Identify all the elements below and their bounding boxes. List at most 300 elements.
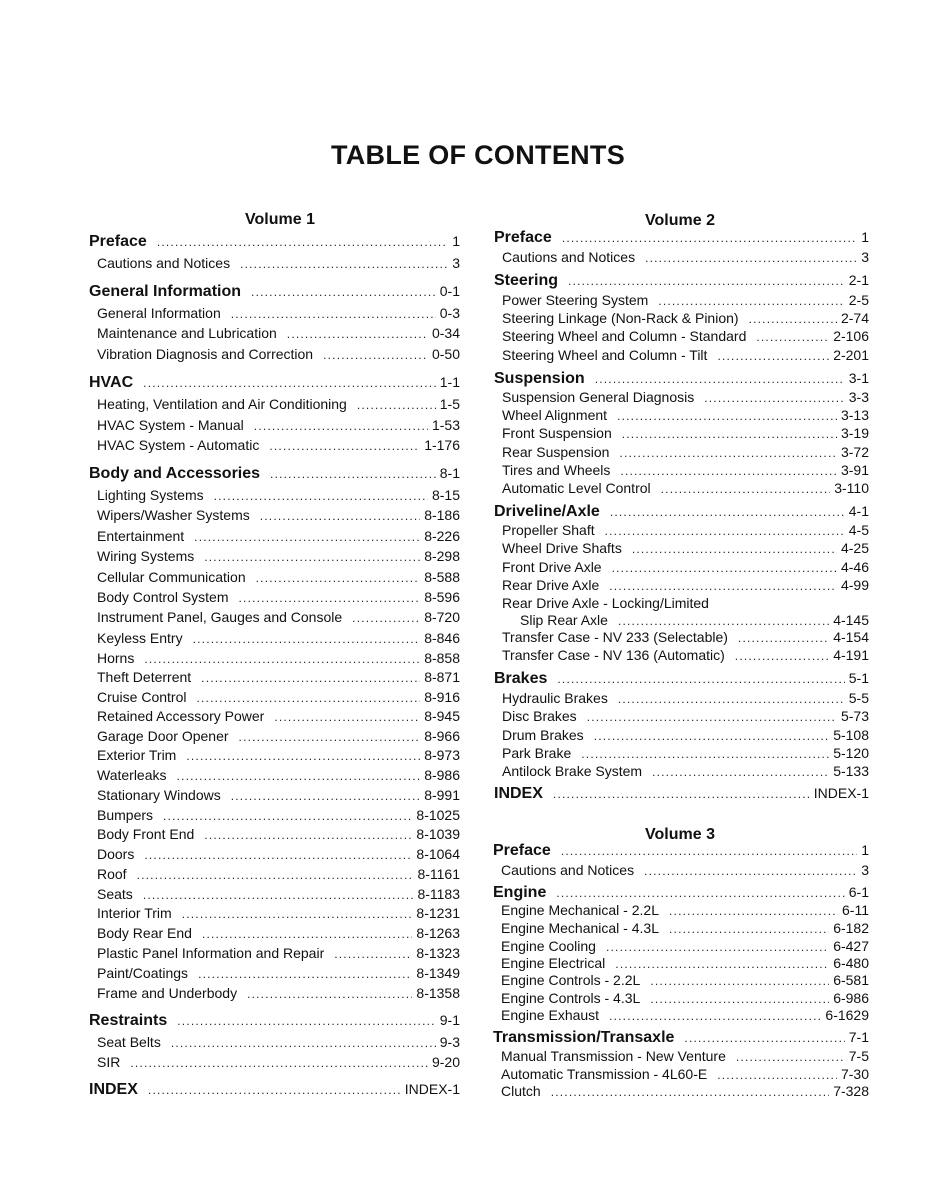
toc-label: Vibration Diagnosis and Correction [97,346,314,362]
toc-entry-general-information [97,304,460,322]
toc-label: Body Rear End [97,925,192,941]
dot-leader [352,609,420,627]
toc-label: Automatic Level Control [502,480,651,496]
volume-1-heading: Volume 1 [245,211,315,228]
toc-entry-horns [97,649,460,667]
toc-label: Cautions and Notices [97,255,231,271]
dot-leader [193,630,421,648]
toc-page-number: 3 [861,249,869,265]
toc-label: Propeller Shaft [502,522,595,538]
toc-entry-engine-mechanical-4-3l [501,919,869,937]
toc-entry-engine-mechanical-2-2l [501,901,869,919]
toc-label: SIR [97,1054,121,1070]
toc-page-number: 1-176 [424,437,460,453]
toc-entry-engine-electrical [501,954,869,972]
toc-page-number: 0-3 [439,305,460,321]
dot-leader [143,372,436,394]
toc-label: Steering Linkage (Non-Rack & Pinion) [502,310,739,326]
toc-entry-body-rear-end [97,924,460,942]
toc-page-number: 8-1161 [417,866,460,882]
dot-leader [669,902,838,920]
dot-leader [240,255,448,273]
volume-2-heading: Volume 2 [645,212,715,229]
dot-leader [738,629,829,647]
toc-label: Suspension General Diagnosis [502,389,695,405]
toc-label: Front Suspension [502,425,612,441]
toc-label: Body Front End [97,826,195,842]
toc-entry-maintenance-and-lubrication [97,324,460,342]
toc-page-number: 1 [861,842,869,858]
dot-leader [254,417,428,435]
toc-entry-rear-drive-axle-locking-limited [502,594,869,612]
toc-label: Maintenance and Lubrication [97,325,277,341]
toc-entry-wipers-washer-systems [97,506,460,524]
toc-label: Driveline/Axle [494,503,600,520]
dot-leader [323,346,428,364]
dot-leader [260,507,420,525]
toc-label: General Information [97,305,221,321]
toc-entry-engine-controls-2-2l [501,971,869,989]
toc-entry-park-brake [502,744,869,762]
toc-page-number: 8-1064 [416,846,460,862]
dot-leader [587,708,837,726]
dot-leader [581,745,829,763]
toc-label: INDEX [494,785,543,802]
toc-label: Antilock Brake System [502,763,643,779]
toc-label: Suspension [494,370,585,387]
toc-page-number: 6-480 [833,955,869,971]
toc-page-number: 3-1 [848,370,869,386]
toc-page-number: 0-34 [431,325,460,341]
toc-label: Cellular Communication [97,569,246,585]
toc-label: Rear Drive Axle [502,577,600,593]
dot-leader [561,840,857,862]
toc-page-number: 1-1 [439,374,460,390]
toc-entry-plastic-panel-information-and-repair [97,944,460,962]
toc-entry-vibration-diagnosis-and-correction [97,345,460,363]
dot-leader [357,396,436,414]
toc-page-number: 8-1358 [416,985,460,1001]
toc-page-number: 4-1 [848,503,869,519]
dot-leader [202,925,412,943]
toc-label: Seat Belts [97,1034,161,1050]
toc-label: Stationary Windows [97,787,221,803]
toc-label: Body Control System [97,589,229,605]
toc-section-transmission-transaxle [493,1026,869,1048]
toc-entry-seats [97,885,460,903]
toc-section-steering [494,269,869,291]
toc-section-preface [89,230,460,252]
toc-label: Engine Cooling [501,938,596,954]
dot-leader [196,689,420,707]
toc-entry-cellular-communication [97,568,460,586]
toc-page-number: 6-1629 [825,1007,869,1023]
toc-section-hvac [89,371,460,393]
toc-label: Plastic Panel Information and Repair [97,945,325,961]
toc-entry-entertainment [97,527,460,545]
toc-entry-bumpers [97,806,460,824]
toc-entry-cautions-and-notices [97,254,460,272]
toc-page-number: 5-133 [833,763,869,779]
toc-label: Doors [97,846,135,862]
toc-entry-engine-cooling [501,937,869,955]
toc-page-number: 6-427 [833,938,869,954]
toc-entry-keyless-entry [97,629,460,647]
toc-entry-front-suspension [502,424,869,442]
dot-leader [269,437,420,455]
toc-label: Rear Suspension [502,444,610,460]
dot-leader [551,1083,830,1101]
toc-entry-lighting-systems [97,486,460,504]
dot-leader [612,559,837,577]
dot-leader [605,522,845,540]
toc-entry-garage-door-opener [97,727,460,745]
toc-label: Power Steering System [502,292,649,308]
toc-label: Interior Trim [97,905,172,921]
toc-label: Wiring Systems [97,548,195,564]
toc-page-number: 4-46 [840,559,869,575]
toc-page-number: 8-1323 [416,945,460,961]
dot-leader [594,727,830,745]
toc-label: INDEX [89,1081,138,1098]
toc-page-number: 1-5 [439,396,460,412]
toc-page-number: 6-581 [833,972,869,988]
toc-label: Paint/Coatings [97,965,189,981]
toc-label: Slip Rear Axle [520,612,608,628]
toc-page-number: 7-30 [840,1066,869,1082]
toc-page-number: 4-99 [840,577,869,593]
toc-label: Automatic Transmission - 4L60-E [501,1066,708,1082]
toc-page-number: 3 [452,255,460,271]
toc-page-number: 8-226 [424,528,460,544]
dot-leader [669,920,829,938]
toc-label: Waterleaks [97,767,167,783]
dot-leader [163,807,412,825]
dot-leader [334,945,412,963]
toc-page-number: 8-986 [424,767,460,783]
toc-entry-engine-controls-4-3l [501,989,869,1007]
toc-section-general-information [89,280,460,302]
dot-leader [143,886,414,904]
dot-leader [619,444,837,462]
toc-label: Park Brake [502,745,572,761]
toc-page-number: 8-1039 [416,826,460,842]
dot-leader [684,1027,844,1049]
toc-page-number: 8-15 [431,487,460,503]
toc-page-number: 8-945 [424,708,460,724]
toc-label: Disc Brakes [502,708,577,724]
toc-page-number: 8-916 [424,689,460,705]
toc-entry-body-front-end [97,825,460,843]
toc-entry-wheel-alignment [502,406,869,424]
dot-leader [247,985,412,1003]
toc-entry-automatic-transmission-4l60-e [501,1065,869,1083]
toc-page-number: 8-596 [424,589,460,605]
toc-page-number: 8-871 [424,669,460,685]
dot-leader [130,1054,428,1072]
toc-label: Wheel Drive Shafts [502,540,622,556]
toc-entry-retained-accessory-power [97,707,460,725]
toc-section-body-and-accessories [89,462,460,484]
toc-label: Garage Door Opener [97,728,229,744]
toc-page-number: 7-5 [848,1048,869,1064]
dot-leader [735,647,829,665]
dot-leader [239,728,421,746]
toc-entry-manual-transmission-new-venture [501,1047,869,1065]
toc-entry-hvac-system-automatic [97,436,460,454]
toc-label: Steering Wheel and Column - Standard [502,328,747,344]
toc-label: HVAC [89,374,134,391]
toc-label: Preface [494,229,552,246]
dot-leader [204,826,412,844]
toc-entry-engine-exhaust [501,1006,869,1024]
dot-leader [661,480,831,498]
dot-leader [622,425,837,443]
dot-leader [595,368,845,390]
dot-leader [144,846,412,864]
toc-label: Preface [493,842,551,859]
toc-page-number: 3-19 [840,425,869,441]
toc-entry-cautions-and-notices [501,861,869,879]
dot-leader [756,328,829,346]
toc-page-number: 3-72 [840,444,869,460]
toc-label: Frame and Underbody [97,985,238,1001]
dot-leader [144,650,420,668]
toc-page-number: 8-1 [439,465,460,481]
toc-entry-paint-coatings [97,964,460,982]
toc-entry-rear-suspension [502,443,869,461]
toc-page-number: 4-5 [848,522,869,538]
toc-entry-wiring-systems [97,547,460,565]
toc-page-number: 8-1025 [416,807,460,823]
toc-page-number: 8-858 [424,650,460,666]
toc-entry-stationary-windows [97,786,460,804]
dot-leader [617,407,837,425]
dot-leader [609,1007,821,1025]
toc-entry-roof [97,865,460,883]
toc-page-number: 2-106 [833,328,869,344]
dot-leader [557,668,844,690]
toc-entry-suspension-general-diagnosis [502,388,869,406]
toc-page-number: 8-1263 [416,925,460,941]
dot-leader [198,965,412,983]
toc-label: Steering [494,272,559,289]
toc-page-number: 8-588 [424,569,460,585]
toc-entry-doors [97,845,460,863]
toc-page-number: 5-108 [833,727,869,743]
toc-page-number: 6-11 [842,902,869,918]
toc-label: Engine Mechanical - 2.2L [501,902,659,918]
dot-leader [652,763,829,781]
toc-page-number: 4-25 [840,540,869,556]
toc-page-number: 0-1 [439,283,460,299]
toc-label: Manual Transmission - New Venture [501,1048,726,1064]
toc-label: Wheel Alignment [502,407,608,423]
toc-section-index [494,782,869,804]
toc-entry-tires-and-wheels [502,461,869,479]
dot-leader [632,540,837,558]
toc-label: Engine Controls - 2.2L [501,972,641,988]
dot-leader [182,905,413,923]
dot-leader [650,972,829,990]
toc-page-number: 4-154 [833,629,869,645]
toc-label: Transfer Case - NV 136 (Automatic) [502,647,725,663]
toc-page-number: 8-966 [424,728,460,744]
toc-label: HVAC System - Automatic [97,437,260,453]
dot-leader [194,528,420,546]
toc-entry-exterior-trim [97,746,460,764]
toc-page-number: 1 [452,233,460,249]
toc-page-number: 8-186 [424,507,460,523]
toc-entry-automatic-level-control [502,479,869,497]
toc-label: Engine Exhaust [501,1007,600,1023]
toc-label: Cautions and Notices [501,862,635,878]
dot-leader [157,231,448,253]
toc-page-number: 2-1 [848,272,869,288]
toc-entry-rear-drive-axle [502,576,869,594]
dot-leader [562,227,857,249]
toc-label: Cruise Control [97,689,187,705]
dot-leader [717,347,829,365]
dot-leader [658,292,844,310]
dot-leader [201,669,420,687]
toc-section-preface [493,839,869,861]
toc-page-number: 4-191 [833,647,869,663]
toc-page-number: 8-991 [424,787,460,803]
toc-entry-interior-trim [97,904,460,922]
dot-leader [644,862,857,880]
toc-page-number: 5-120 [833,745,869,761]
toc-entry-steering-linkage-non-rack-pinion [502,309,869,327]
dot-leader [609,577,837,595]
toc-label: Restraints [89,1012,168,1029]
toc-page-number: 7-1 [848,1029,869,1045]
toc-page-number: 6-986 [833,990,869,1006]
toc-label: Front Drive Axle [502,559,602,575]
dot-leader [148,1079,401,1101]
toc-page-number: 1-53 [431,417,460,433]
toc-entry-seat-belts [97,1033,460,1051]
dot-leader [204,548,420,566]
toc-page-number: 9-3 [439,1034,460,1050]
toc-label: Tires and Wheels [502,462,611,478]
dot-leader [287,325,428,343]
dot-leader [137,866,414,884]
dot-leader [251,281,436,303]
toc-label: Transmission/Transaxle [493,1029,675,1046]
toc-page-number: 8-1183 [417,886,460,902]
toc-section-index [89,1078,460,1100]
dot-leader [171,1034,436,1052]
toc-label: General Information [89,283,242,300]
toc-page-number: 8-1231 [416,905,460,921]
toc-page-number: 3 [861,862,869,878]
dot-leader [736,1048,845,1066]
toc-section-preface [494,226,869,248]
toc-entry-drum-brakes [502,726,869,744]
toc-label: Bumpers [97,807,154,823]
dot-leader [568,270,845,292]
toc-entry-hydraulic-brakes [502,689,869,707]
toc-label: Keyless Entry [97,630,183,646]
toc-page-number: 3-91 [840,462,869,478]
toc-label: Hydraulic Brakes [502,690,608,706]
dot-leader [645,249,857,267]
toc-label: Cautions and Notices [502,249,636,265]
toc-label: Retained Accessory Power [97,708,265,724]
toc-label: Seats [97,886,133,902]
toc-entry-steering-wheel-and-column-tilt [502,346,869,364]
toc-label: Engine Controls - 4.3L [501,990,641,1006]
toc-label: Horns [97,650,135,666]
toc-entry-cautions-and-notices [502,248,869,266]
toc-page-number: 7-328 [833,1083,869,1099]
toc-entry-instrument-panel-gauges-and-console [97,608,460,626]
toc-page-number: 3-13 [840,407,869,423]
toc-page-number: 2-74 [840,310,869,326]
toc-entry-heating-ventilation-and-air-conditioning [97,395,460,413]
toc-label: Entertainment [97,528,185,544]
dot-leader [274,708,420,726]
toc-entry-disc-brakes [502,707,869,725]
toc-entry-power-steering-system [502,291,869,309]
toc-entry-wheel-drive-shafts [502,539,869,557]
dot-leader [270,463,436,485]
toc-label: Steering Wheel and Column - Tilt [502,347,708,363]
toc-label: Brakes [494,670,548,687]
toc-page-number: 5-73 [840,708,869,724]
toc-page-number: 9-20 [431,1054,460,1070]
toc-page-number: 4-145 [833,612,869,628]
page-title: TABLE OF CONTENTS [330,140,626,170]
toc-label: Lighting Systems [97,487,204,503]
dot-leader [177,1010,436,1032]
toc-label: Engine Electrical [501,955,606,971]
toc-label: Body and Accessories [89,465,261,482]
toc-section-restraints [89,1009,460,1031]
toc-entry-front-drive-axle [502,558,869,576]
toc-label: Rear Drive Axle - Locking/Limited [502,595,709,611]
toc-page-number: 2-201 [833,347,869,363]
toc-page-number: 1 [861,229,869,245]
toc-label: Engine Mechanical - 4.3L [501,920,659,936]
toc-section-brakes [494,667,869,689]
toc-entry-waterleaks [97,766,460,784]
toc-page-number: 8-1349 [416,965,460,981]
dot-leader [231,787,420,805]
dot-leader [214,487,428,505]
toc-entry-body-control-system [97,588,460,606]
toc-entry-frame-and-underbody [97,984,460,1002]
toc-page-number: 2-5 [848,292,869,308]
dot-leader [610,501,845,523]
toc-page-number: 8-720 [424,609,460,625]
dot-leader [620,462,837,480]
toc-entry-transfer-case-nv-136-automatic [502,646,869,664]
toc-label: Theft Deterrent [97,669,192,685]
toc-label: Instrument Panel, Gauges and Console [97,609,343,625]
toc-entry-hvac-system-manual [97,416,460,434]
dot-leader [239,589,421,607]
toc-section-driveline-axle [494,500,869,522]
dot-leader [553,783,810,805]
toc-label: Heating, Ventilation and Air Conditioning [97,396,347,412]
toc-label: Engine [493,884,547,901]
toc-label: Exterior Trim [97,747,177,763]
toc-page-number: 3-3 [848,389,869,405]
toc-section-suspension [494,367,869,389]
toc-page-number: 8-846 [424,630,460,646]
